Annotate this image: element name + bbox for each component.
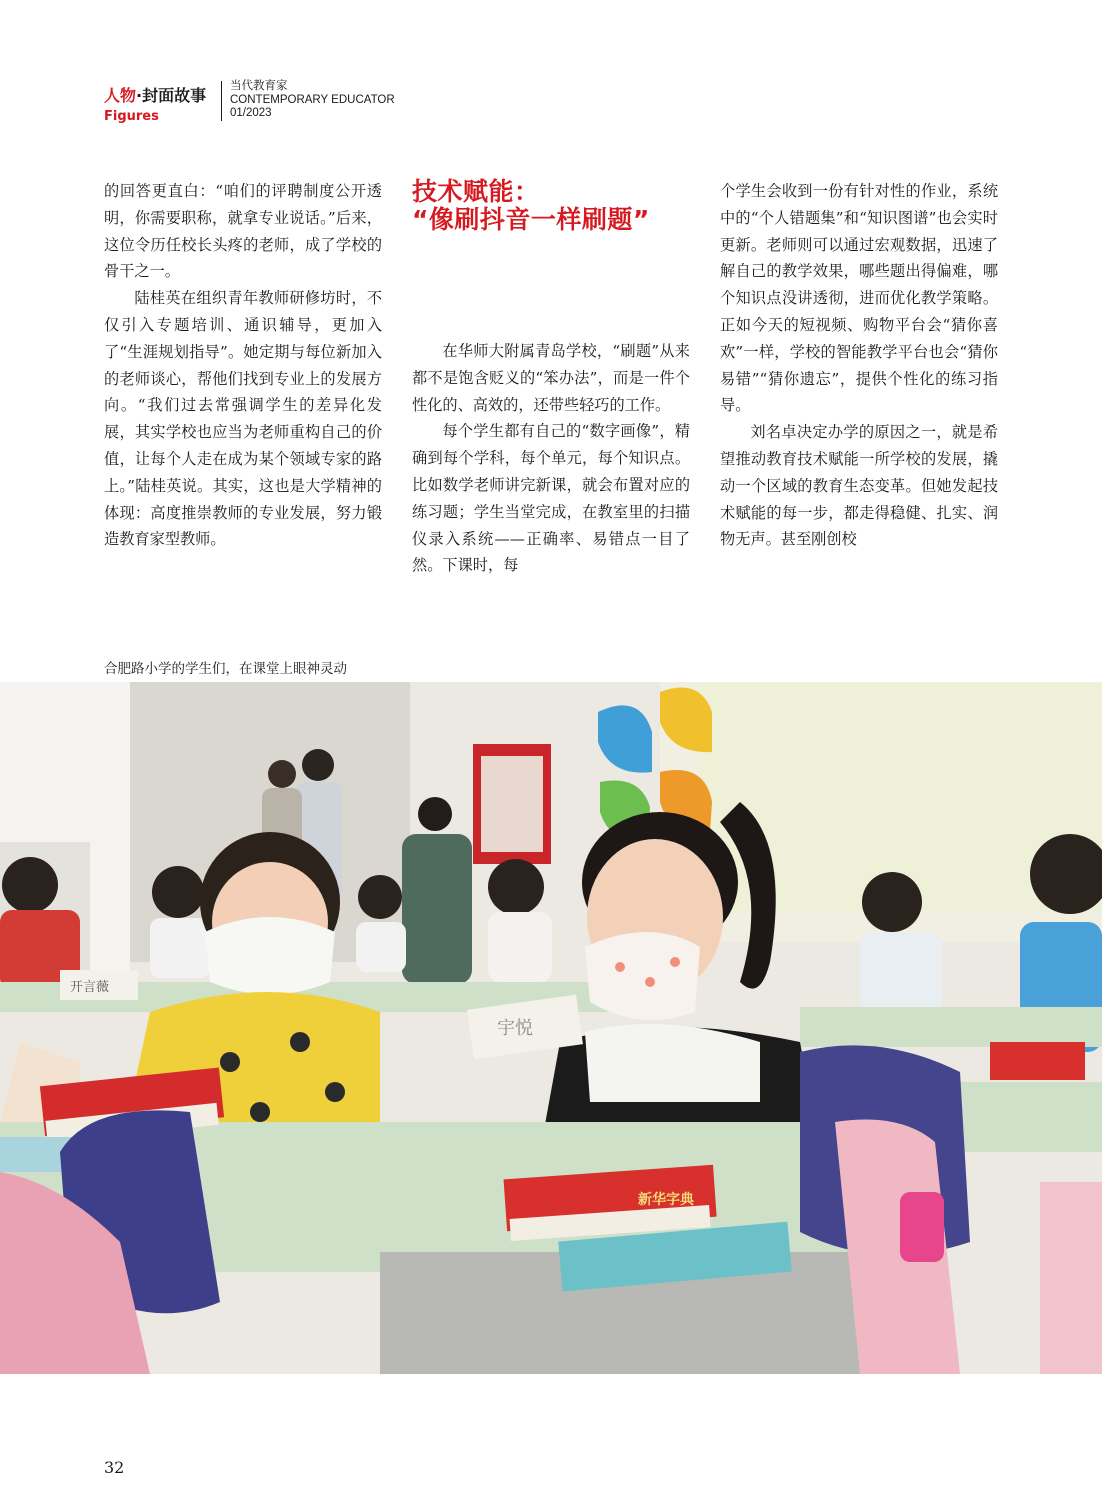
section-title-en: Figures (104, 109, 159, 124)
paragraph: 刘名卓决定办学的原因之一，就是希望推动教育技术赋能一所学校的发展，撬动一个区域的教育生态变革。但她发起技术赋能的每一步，都走得稳健、扎实、润物无声。甚至刚创校 (720, 423, 998, 549)
dictionary-book (990, 1042, 1085, 1080)
section-title-red: 人物 (104, 86, 137, 105)
page-number: 32 (104, 1458, 125, 1477)
magazine-name-en: CONTEMPORARY EDUCATOR (230, 93, 395, 106)
header-divider (221, 81, 222, 121)
classroom-illustration (0, 682, 1102, 1374)
paragraph: 个学生会收到一份有针对性的作业，系统中的“个人错题集”和“知识图谱”也会实时更新。老师则可以通过宏观数据，迅速了解自己的教学效果，哪些题出得偏难，哪个知识点没讲透彻，进而优化教学策略。正如今天的短视频、购物平台会“猜你喜欢”一样，学校的智能教学平台也会“猜你易错”“猜你遗忘”，提供个性化的练习指导。 (720, 182, 998, 415)
classroom-photo (0, 682, 1102, 1374)
photo-caption: 合肥路小学的学生们，在课堂上眼神灵动 (104, 661, 347, 677)
text-column-1 (104, 178, 382, 553)
paragraph: 每个学生都有自己的“数字画像”，精确到每个学科，每个单元，每个知识点。比如数学老师讲完新课，就会布置对应的练习题；学生当堂完成，在教室里的扫描仪录入系统——正确率、易错点一目了然。下课时，每 (412, 422, 690, 575)
text-column-3 (720, 178, 998, 553)
magazine-info (230, 80, 395, 121)
section-title (104, 83, 224, 106)
book-title: 新华字典 (638, 1192, 694, 1208)
section-title-rest: ·封面故事 (136, 86, 207, 105)
magazine-name-cn: 当代教育家 (230, 80, 288, 92)
section-heading (412, 178, 690, 234)
section-heading-line-2: “像刷抖音一样刷题” (412, 205, 650, 234)
name-card-text: 开言薇 (70, 980, 110, 995)
paragraph: 的回答更直白：“咱们的评聘制度公开透明，你需要职称，就拿专业说话。”后来，这位令历任校长头疼的老师，成了学校的骨干之一。 (104, 182, 382, 281)
paragraph: 在华师大附属青岛学校，“刷题”从来都不是饱含贬义的“笨办法”，而是一件个性化的、高效的，还带些轻巧的工作。 (412, 342, 690, 414)
name-card-text: 宇悦 (497, 1018, 533, 1039)
section-heading-line-1: 技术赋能： (412, 177, 540, 206)
section-label (104, 83, 224, 124)
text-column-2 (412, 178, 690, 579)
teacher-figure (402, 834, 472, 984)
paragraph: 陆桂英在组织青年教师研修坊时，不仅引入专题培训、通识辅导，更加入了“生涯规划指导”。她定期与每位新加入的老师谈心，帮他们找到专业上的发展方向。“我们过去常强调学生的差异化发展，其实学校也应当为老师重构自己的价值，让每个人走在成为某个领域专家的路上。”陆桂英说。其实，这也是大学精神的体现：高度推崇教师的专业发展，努力锻造教育家型教师。 (104, 289, 382, 549)
issue-number: 01/2023 (230, 107, 272, 119)
